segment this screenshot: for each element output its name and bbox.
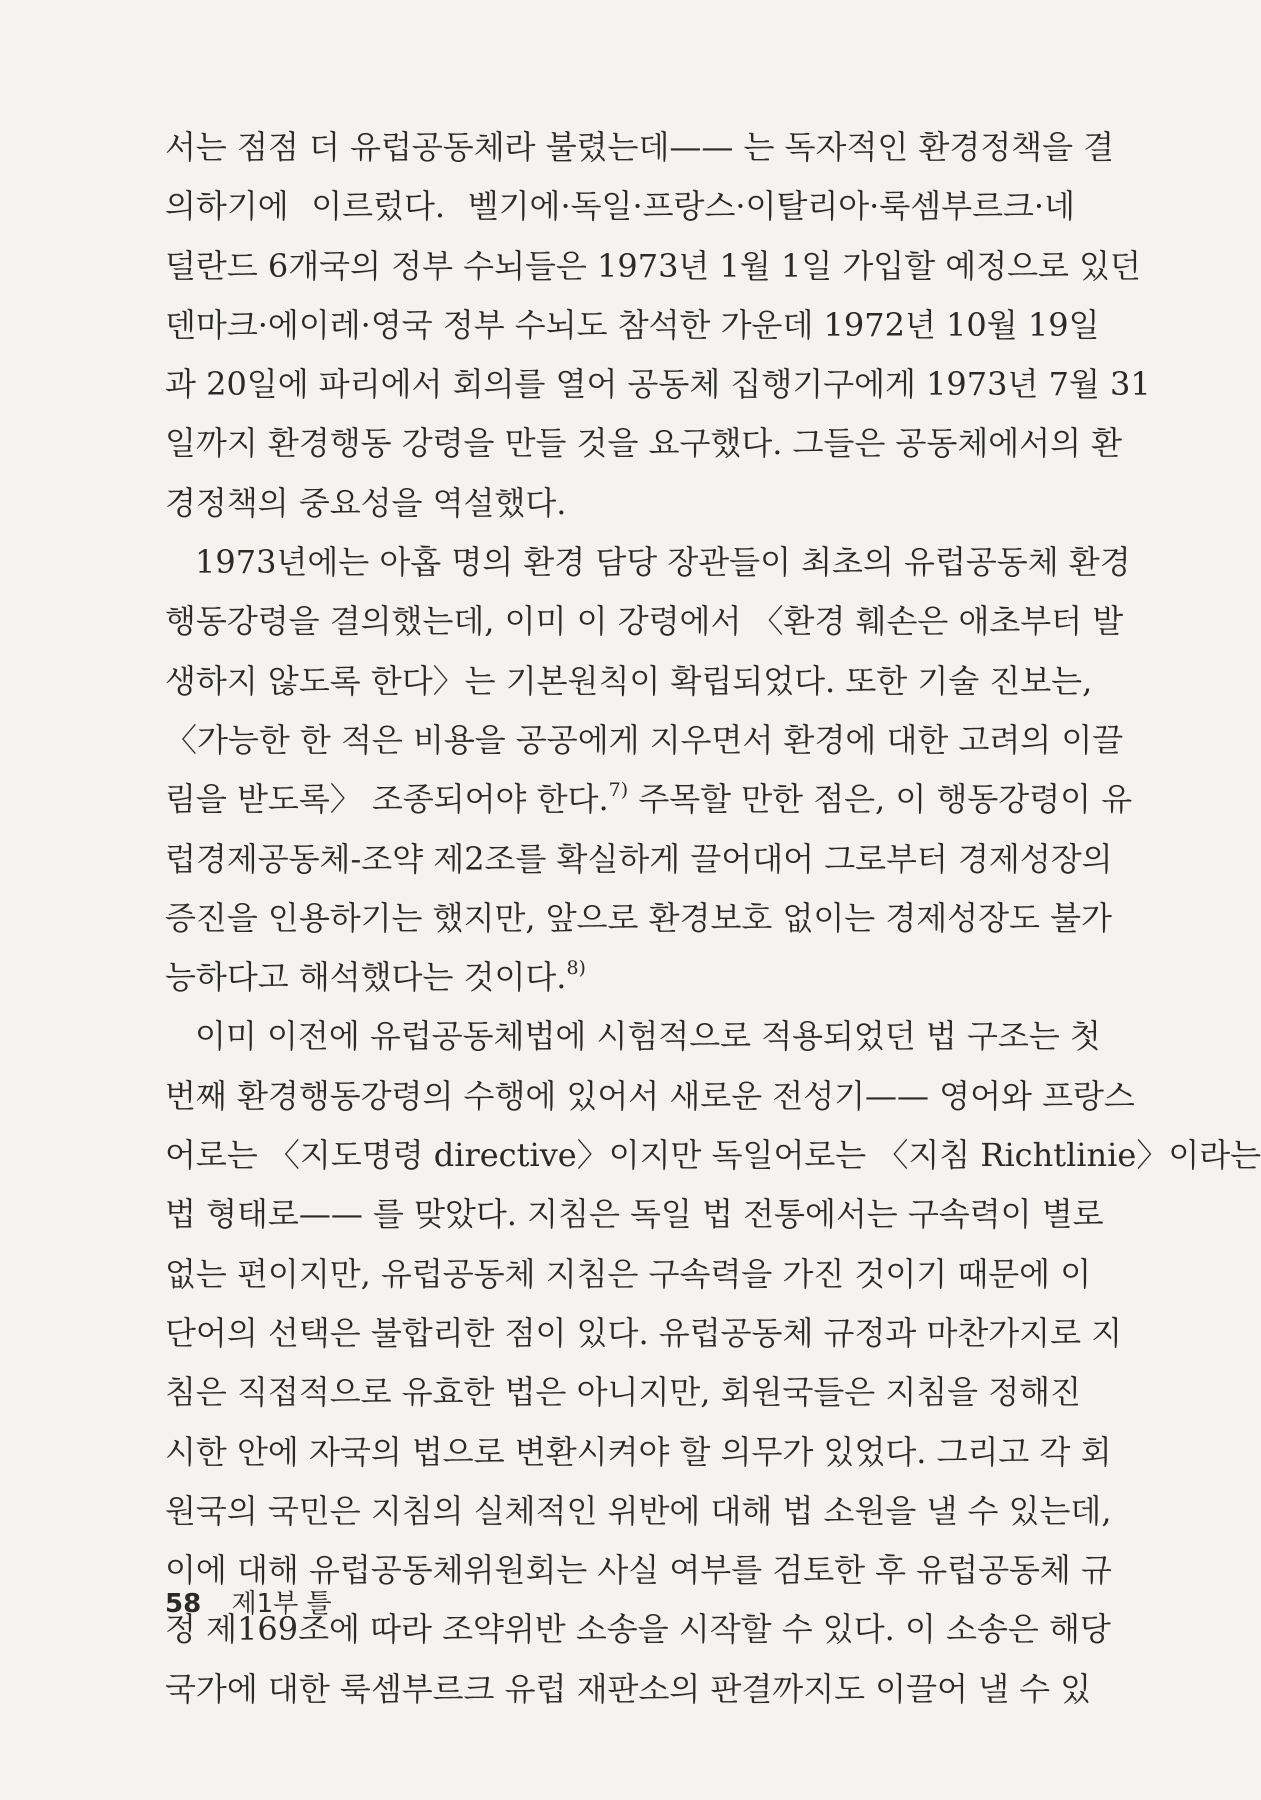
text-line: 이미 이전에 유럽공동체법에 시험적으로 적용되었던 법 구조는 첫 xyxy=(195,1017,1101,1056)
page-number: 58 xyxy=(165,1589,202,1619)
text-line-with-footnote xyxy=(165,948,1075,1007)
text-line: 침은 직접적으로 유효한 법은 아니지만, 회원국들은 지침을 정해진 xyxy=(165,1373,1082,1412)
text-line: 어로는 〈지도명령 directive〉이지만 독일어로는 〈지침 Richtlinie〉이라는 xyxy=(165,1136,1261,1175)
page-footer xyxy=(165,1583,332,1620)
text-line: 1973년에는 아홉 명의 환경 담당 장관들이 최초의 유럽공동체 환경 xyxy=(195,543,1131,582)
text-line: 〈가능한 한 적은 비용을 공공에게 지우면서 환경에 대한 고려의 이끌 xyxy=(165,720,1124,759)
text-line: 럽경제공동체-조약 제2조를 확실하게 끌어대어 그로부터 경제성장의 xyxy=(165,839,1113,878)
text-line: 시한 안에 자국의 법으로 변환시켜야 할 의무가 있었다. 그리고 각 회 xyxy=(165,1432,1112,1471)
line-part: 주목할 만한 점은, 이 행동강령이 유 xyxy=(628,780,1133,819)
text-line: 덴마크·에이레·영국 정부 수뇌도 참석한 가운데 1972년 10월 19일 xyxy=(165,305,1100,344)
text-line: 덜란드 6개국의 정부 수뇌들은 1973년 1월 1일 가입할 예정으로 있던 xyxy=(165,246,1141,285)
text-line: 번째 환경행동강령의 수행에 있어서 새로운 전성기—— 영어와 프랑스 xyxy=(165,1076,1135,1115)
text-line: 행동강령을 결의했는데, 이미 이 강령에서 〈환경 훼손은 애초부터 발 xyxy=(165,602,1124,641)
text-line: 원국의 국민은 지침의 실체적인 위반에 대해 법 소원을 낼 수 있는데, xyxy=(165,1491,1112,1530)
footnote-ref-7: 7) xyxy=(608,779,629,802)
text-line: 서는 점점 더 유럽공동체라 불렸는데—— 는 독자적인 환경정책을 결 xyxy=(165,128,1115,166)
text-line: 생하지 않도록 한다〉는 기본원칙이 확립되었다. 또한 기술 진보는, xyxy=(165,661,1093,700)
footnote-ref-8: 8) xyxy=(566,957,586,980)
text-line: 과 20일에 파리에서 회의를 열어 공동체 집행기구에게 1973년 7월 31 xyxy=(165,365,1151,404)
text-line: 정 제169조에 따라 조약위반 소송을 시작할 수 있다. 이 소송은 해당 xyxy=(165,1610,1111,1649)
text-line: 법 형태로—— 를 맞았다. 지침은 독일 법 전통에서는 구속력이 별로 xyxy=(165,1195,1104,1234)
body-text xyxy=(165,118,1261,1719)
text-line: 국가에 대한 룩셈부르크 유럽 재판소의 판결까지도 이끌어 낼 수 있 xyxy=(165,1669,1092,1708)
text-line-with-footnote xyxy=(165,770,1133,829)
text-line: 일까지 환경행동 강령을 만들 것을 요구했다. 그들은 공동체에서의 환 xyxy=(165,424,1123,463)
line-part: 림을 받도록〉 조종되어야 한다. xyxy=(165,780,609,819)
line-part: 능하다고 해석했다는 것이다. xyxy=(165,958,567,997)
text-line: 없는 편이지만, 유럽공동체 지침은 구속력을 가진 것이기 때문에 이 xyxy=(165,1254,1092,1293)
text-line: 의하기에 이르렀다. 벨기에·독일·프랑스·이탈리아·룩셈부르크·네 xyxy=(165,187,1075,226)
text-line: 단어의 선택은 불합리한 점이 있다. 유럽공동체 규정과 마찬가지로 지 xyxy=(165,1313,1123,1352)
text-line: 증진을 인용하기는 했지만, 앞으로 환경보호 없이는 경제성장도 불가 xyxy=(165,898,1112,937)
text-line: 경정책의 중요성을 역설했다. xyxy=(165,483,567,522)
text-line: 이에 대해 유럽공동체위원회는 사실 여부를 검토한 후 유럽공동체 규 xyxy=(165,1551,1112,1590)
running-head: 제1부 틀 xyxy=(231,1589,332,1619)
